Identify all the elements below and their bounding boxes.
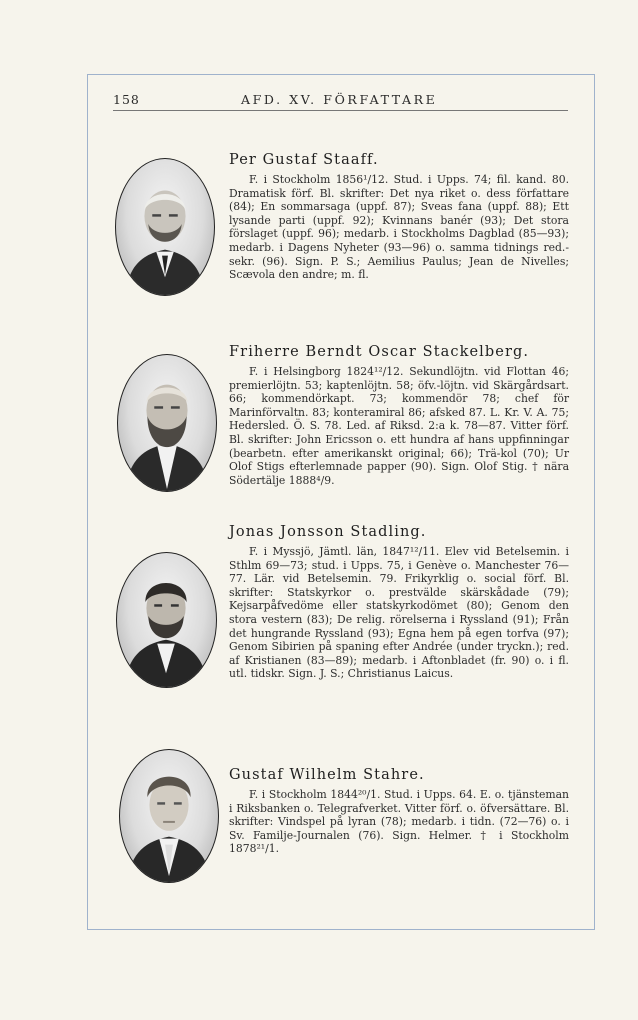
portrait-stahre bbox=[119, 749, 219, 883]
portrait-stackelberg bbox=[117, 354, 217, 492]
entry-stackelberg bbox=[229, 343, 569, 487]
entry-stadling bbox=[229, 523, 569, 681]
page-header bbox=[113, 92, 568, 112]
page-number: 158 bbox=[113, 92, 140, 107]
entry-staaff bbox=[229, 151, 569, 282]
entry-name: Gustaf Wilhelm Stahre. bbox=[229, 767, 425, 783]
entry-text: F. i Stockholm 1856¹/12. Stud. i Upps. 74; fil. kand. 80. Dramatisk förf. Bl. skrifter: Det nya riket o. dess författare (84); En sommarsaga (uppf. 87); Sveas fana (uppf. 88); Ett lysande parti (uppf. 92); Kvinnans banér (93); Det stora förslaget (uppf. 96); medarb. i Stockholms Dagblad (85—93); medarb. i Dagens Nyheter (93—96) o. samma tidnings red.-sekr. (96). Sign. P. S.; Aemilius Paulus; Jean de Nivelles; Scævola den andre; m. fl. bbox=[229, 173, 569, 282]
entry-text: F. i Myssjö, Jämtl. län, 1847¹²/11. Elev vid Betelsemin. i Sthlm 69—73; stud. i Upps. 75, i Genève o. Manchester 76—77. Lär. vid Betelsemin. 79. Frikyrklig o. social förf. Bl. skrifter: Statskyrkor o. prestvälde skärskådade (79); Kejsarpåfvedöme eller statskyrkodömet (80); Genom den stora vestern (83); De relig. rörelserna i Ryssland (91); Från det hungrande Ryssland (93); Egna hem på egen torfva (97); Genom Sibirien på spaning efter Andrée (under tryckn.); red. af Kristianen (83—89); medarb. i Aftonbladet (fr. 90) o. i fl. utl. tidskr. Sign. J. S.; Christianus Laicus. bbox=[229, 545, 569, 681]
section-title: AFD. XV. FÖRFATTARE bbox=[241, 92, 438, 107]
entry-name: Jonas Jonsson Stadling. bbox=[229, 524, 427, 540]
portrait-stadling bbox=[116, 552, 217, 688]
entry-text: F. i Stockholm 1844²⁰/1. Stud. i Upps. 64. E. o. tjänsteman i Riksbanken o. Telegrafverket. Vitter förf. o. öfversättare. Bl. skrifter: Vindspel på lyran (78); medarb. i tidn. (72—76) o. i Sv. Familje-Journalen (76). Sign. Helmer. † i Stockholm 1878²¹/1. bbox=[229, 788, 569, 856]
entry-name: Friherre Berndt Oscar Stackelberg. bbox=[229, 344, 530, 360]
portrait-staaff bbox=[115, 158, 215, 296]
entry-name: Per Gustaf Staaff. bbox=[229, 152, 379, 168]
entry-text: F. i Helsingborg 1824¹²/12. Sekundlöjtn. vid Flottan 46; premierlöjtn. 53; kaptenlöjtn. 58; öfv.-löjtn. vid Skärgårdsart. 66; kommendörkapt. 73; kommendör 78; chef för Marinförvaltn. 83; konteramiral 86; afsked 87. L. Kr. V. A. 75; Hedersled. Ö. S. 78. Led. af Riksd. 2:a k. 78—87. Vitter förf. Bl. skrifter: John Ericsson o. ett hundra af hans uppfinningar (bearbetn. efter amerikanskt original; 66); Trä-kol (70); Ur Olof Stigs efterlemnade papper (90). Sign. Olof Stig. † nära Södertälje 1888⁴/9. bbox=[229, 365, 569, 487]
header-rule bbox=[113, 110, 568, 111]
entry-stahre bbox=[229, 766, 569, 856]
